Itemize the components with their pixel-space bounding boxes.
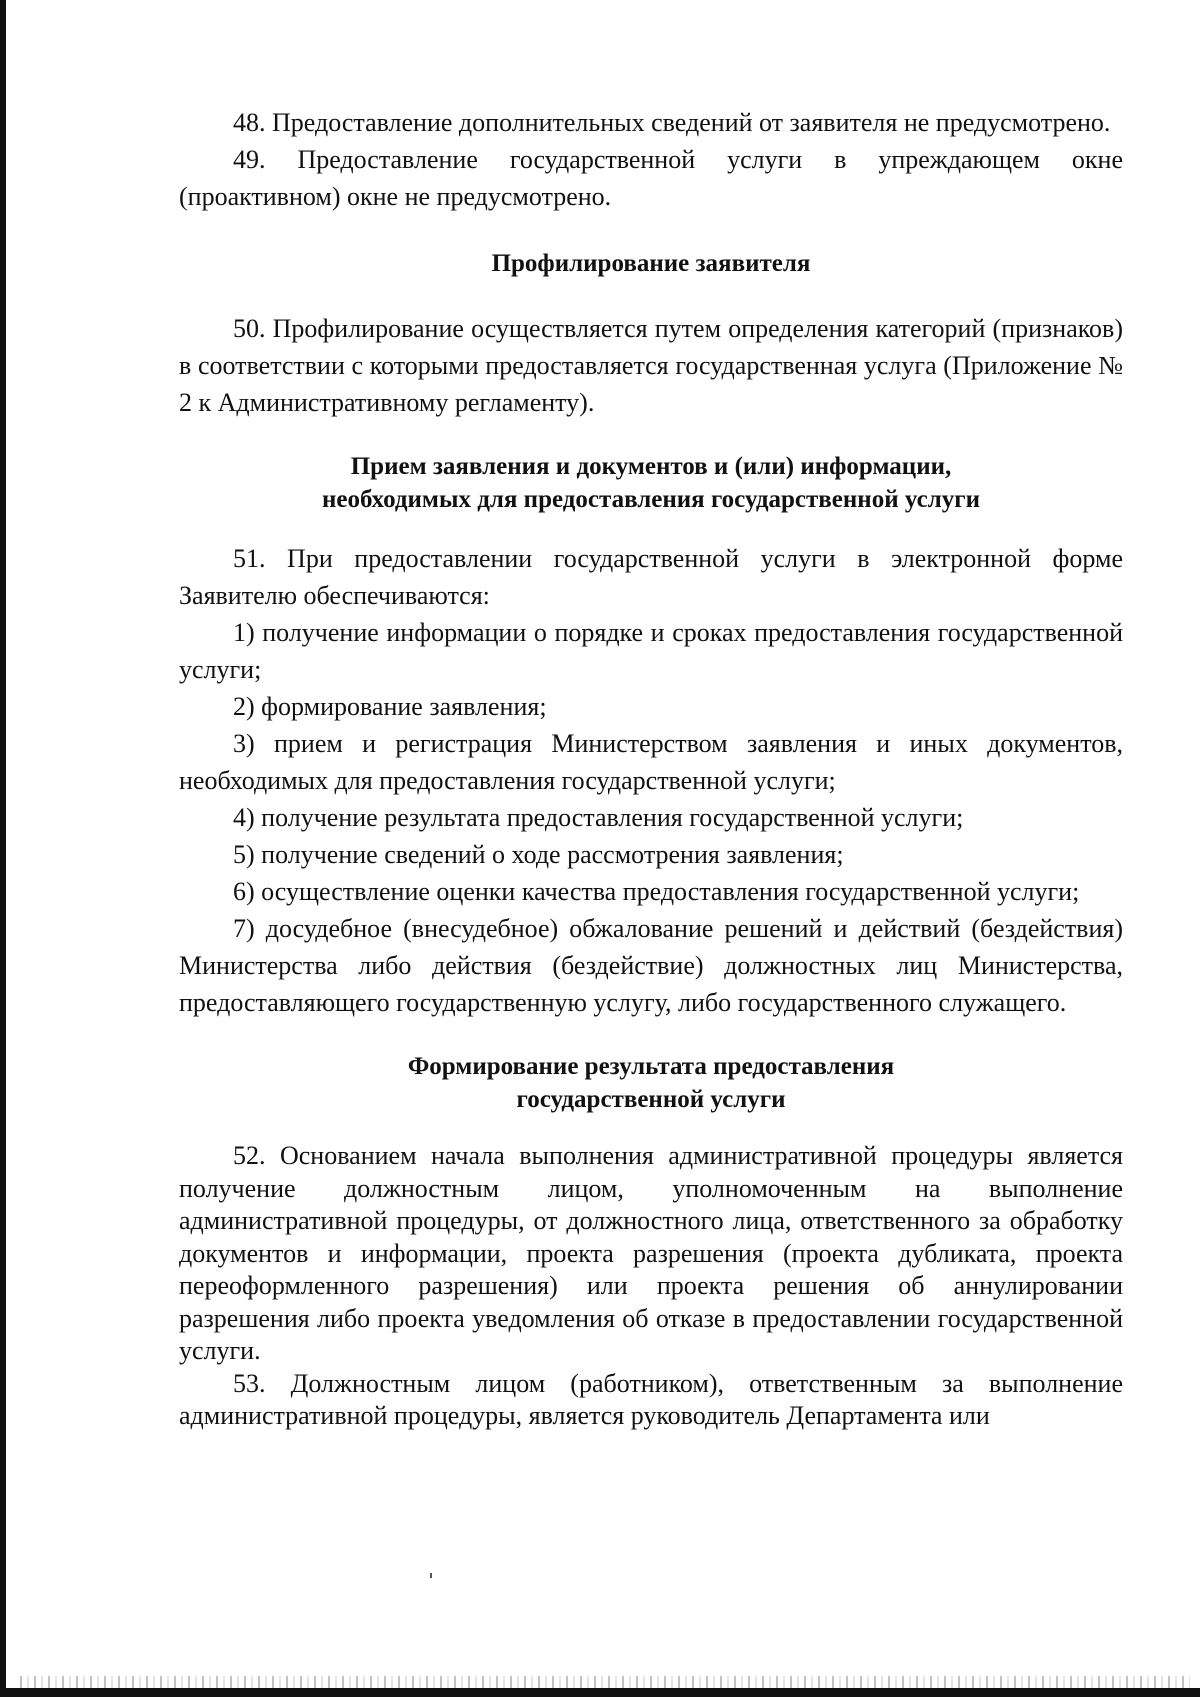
list-item-5: 5) получение сведений о ходе рассмотрения заявления; bbox=[233, 840, 844, 869]
heading-profile: Профилирование заявителя bbox=[491, 250, 811, 277]
paragraph-53: 53. Должностным лицом (работником), ответственным за выполнение административной процедуры, является руководитель Департамента или bbox=[179, 1368, 1123, 1430]
paragraph-49: 49. Предоставление государственной услуги в упреждающем окне (проактивном) окне не предусмотрено. bbox=[179, 145, 1123, 211]
paragraph-52: 52. Основанием начала выполнения административной процедуры является получение должностным лицом, уполномоченным на выполнение административной процедуры, от должностного лица, ответственного за обработку документов и информации, проекта разрешения (проекта дубликата, проекта переоформленного разрешения) или проекта решения об аннулировании разрешения либо проекта уведомления об отказе в предоставлении государственной услуги. bbox=[179, 1141, 1123, 1365]
heading-result bbox=[179, 1050, 1123, 1116]
scan-left-edge bbox=[0, 0, 6, 1697]
list-item-2: 2) формирование заявления; bbox=[233, 692, 547, 721]
list-item-6: 6) осуществление оценки качества предоставления государственной услуги; bbox=[233, 877, 1080, 906]
heading-result-line-1: Формирование результата предоставления bbox=[407, 1053, 895, 1080]
list-item-3: 3) прием и регистрация Министерством заявления и иных документов, необходимых для предоставления государственной услуги; bbox=[179, 729, 1123, 795]
heading-intake bbox=[179, 450, 1123, 516]
paragraph-48: 48. Предоставление дополнительных сведений от заявителя не предусмотрено. bbox=[233, 108, 1111, 137]
heading-intake-line-1: Прием заявления и документов и (или) информации, bbox=[350, 453, 952, 480]
heading-result-line-2: государственной услуги bbox=[516, 1086, 786, 1113]
paragraph-50: 50. Профилирование осуществляется путем определения категорий (признаков) в соответствии с которыми предоставляется государственная услуга (Приложение № 2 к Административному регламенту). bbox=[179, 314, 1123, 417]
document-content bbox=[179, 104, 1123, 1433]
scan-speck bbox=[430, 1573, 432, 1578]
list-item-7: 7) досудебное (внесудебное) обжалование решений и действий (бездействия) Министерства либо действия (бездействие) должностных лиц Министерства, предоставляющего государственную услугу, либо государственного служащего. bbox=[179, 914, 1123, 1017]
heading-intake-line-2: необходимых для предоставления государственной услуги bbox=[322, 486, 980, 513]
list-item-1: 1) получение информации о порядке и сроках предоставления государственной услуги; bbox=[179, 618, 1123, 684]
list-item-4: 4) получение результата предоставления государственной услуги; bbox=[233, 803, 964, 832]
paragraph-51: 51. При предоставлении государственной услуги в электронной форме Заявителю обеспечиваются: bbox=[179, 544, 1123, 610]
scan-bottom-noise bbox=[20, 1676, 1190, 1688]
scan-bottom-edge bbox=[0, 1688, 1200, 1697]
